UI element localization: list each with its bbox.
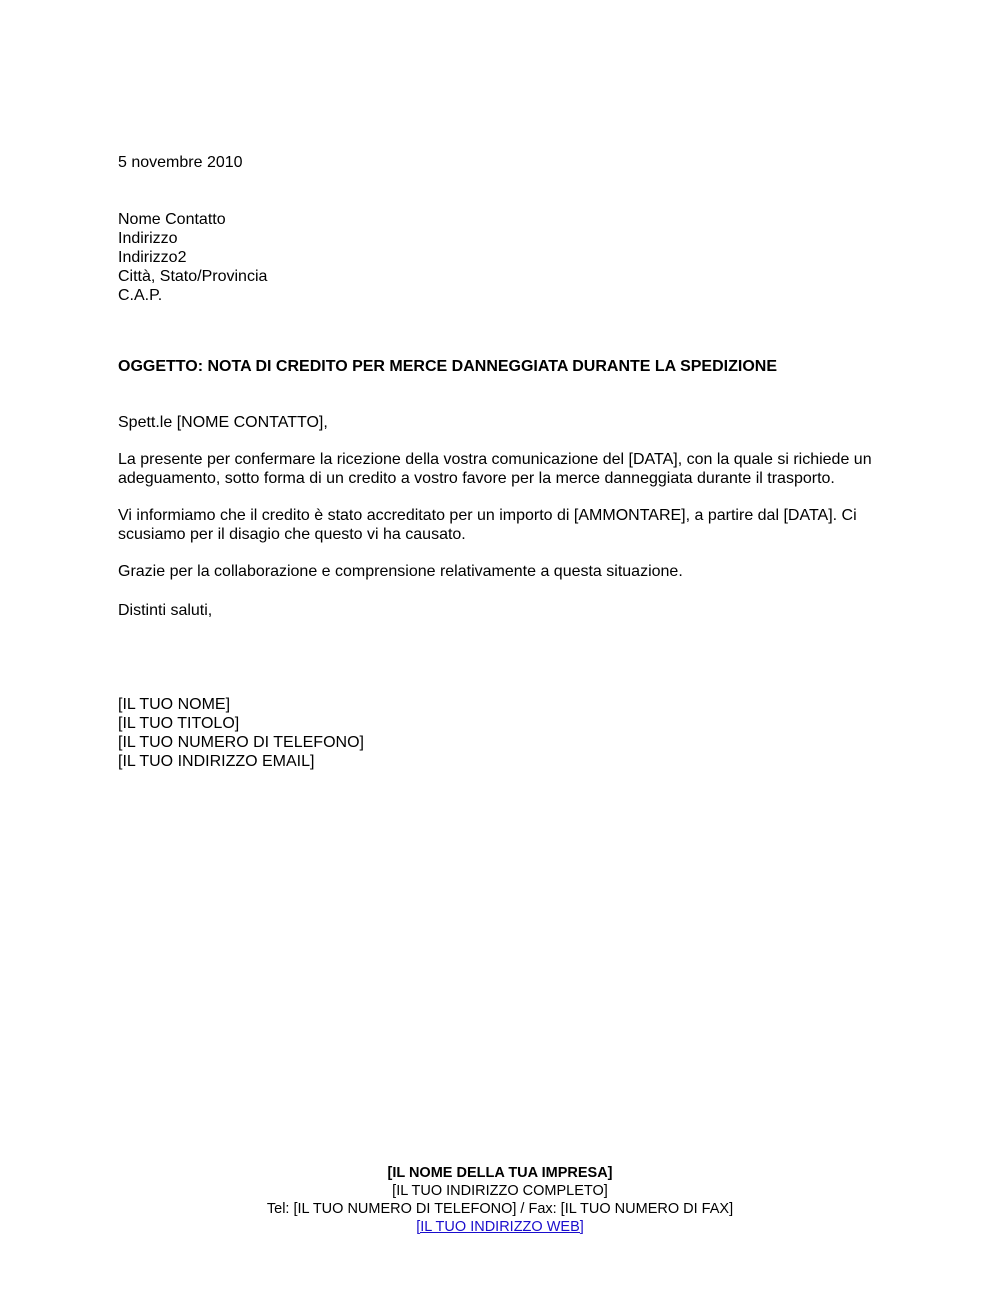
letter-closing: Distinti saluti,: [118, 602, 213, 619]
footer-contact: Tel: [IL TUO NUMERO DI TELEFONO] / Fax: [IL TUO NUMERO DI FAX]: [266, 1201, 734, 1217]
signature-phone: [IL TUO NUMERO DI TELEFONO]: [118, 734, 364, 751]
recipient-address-line-1: Indirizzo: [118, 230, 178, 247]
recipient-address-line-2: Indirizzo2: [118, 249, 187, 266]
letterhead-footer: [0, 1164, 1000, 1236]
footer-address: [IL TUO INDIRIZZO COMPLETO]: [392, 1183, 608, 1199]
footer-web-link[interactable]: [IL TUO INDIRIZZO WEB]: [416, 1219, 584, 1235]
letter-body: [118, 153, 888, 771]
signature-title: [IL TUO TITOLO]: [118, 715, 240, 732]
recipient-city-state: Città, Stato/Provincia: [118, 268, 268, 285]
letter-greeting: Spett.le [NOME CONTATTO],: [118, 414, 328, 431]
signature-email: [IL TUO INDIRIZZO EMAIL]: [118, 753, 315, 770]
paragraph-confirmation: La presente per confermare la ricezione della vostra comunicazione del [DATA], con la quale si richiede un adeguamento, sotto forma di un credito a vostro favore per la merce danneggiata durante il trasporto.: [118, 451, 877, 487]
signature-name: [IL TUO NOME]: [118, 696, 231, 713]
recipient-address: [118, 210, 888, 305]
paragraph-thanks: Grazie per la collaborazione e comprensione relativamente a questa situazione.: [118, 563, 683, 580]
paragraph-credit-info: Vi informiamo che il credito è stato accreditato per un importo di [AMMONTARE], a partire dal [DATA]. Ci scusiamo per il disagio che questo vi ha causato.: [118, 507, 862, 543]
signature-block: [118, 695, 888, 771]
recipient-name: Nome Contatto: [118, 211, 226, 228]
recipient-postal-code: C.A.P.: [118, 287, 163, 304]
footer-company-name: [IL NOME DELLA TUA IMPRESA]: [387, 1165, 613, 1181]
letter-subject: OGGETTO: NOTA DI CREDITO PER MERCE DANNEGGIATA DURANTE LA SPEDIZIONE: [118, 358, 777, 375]
letter-date: 5 novembre 2010: [118, 154, 243, 171]
